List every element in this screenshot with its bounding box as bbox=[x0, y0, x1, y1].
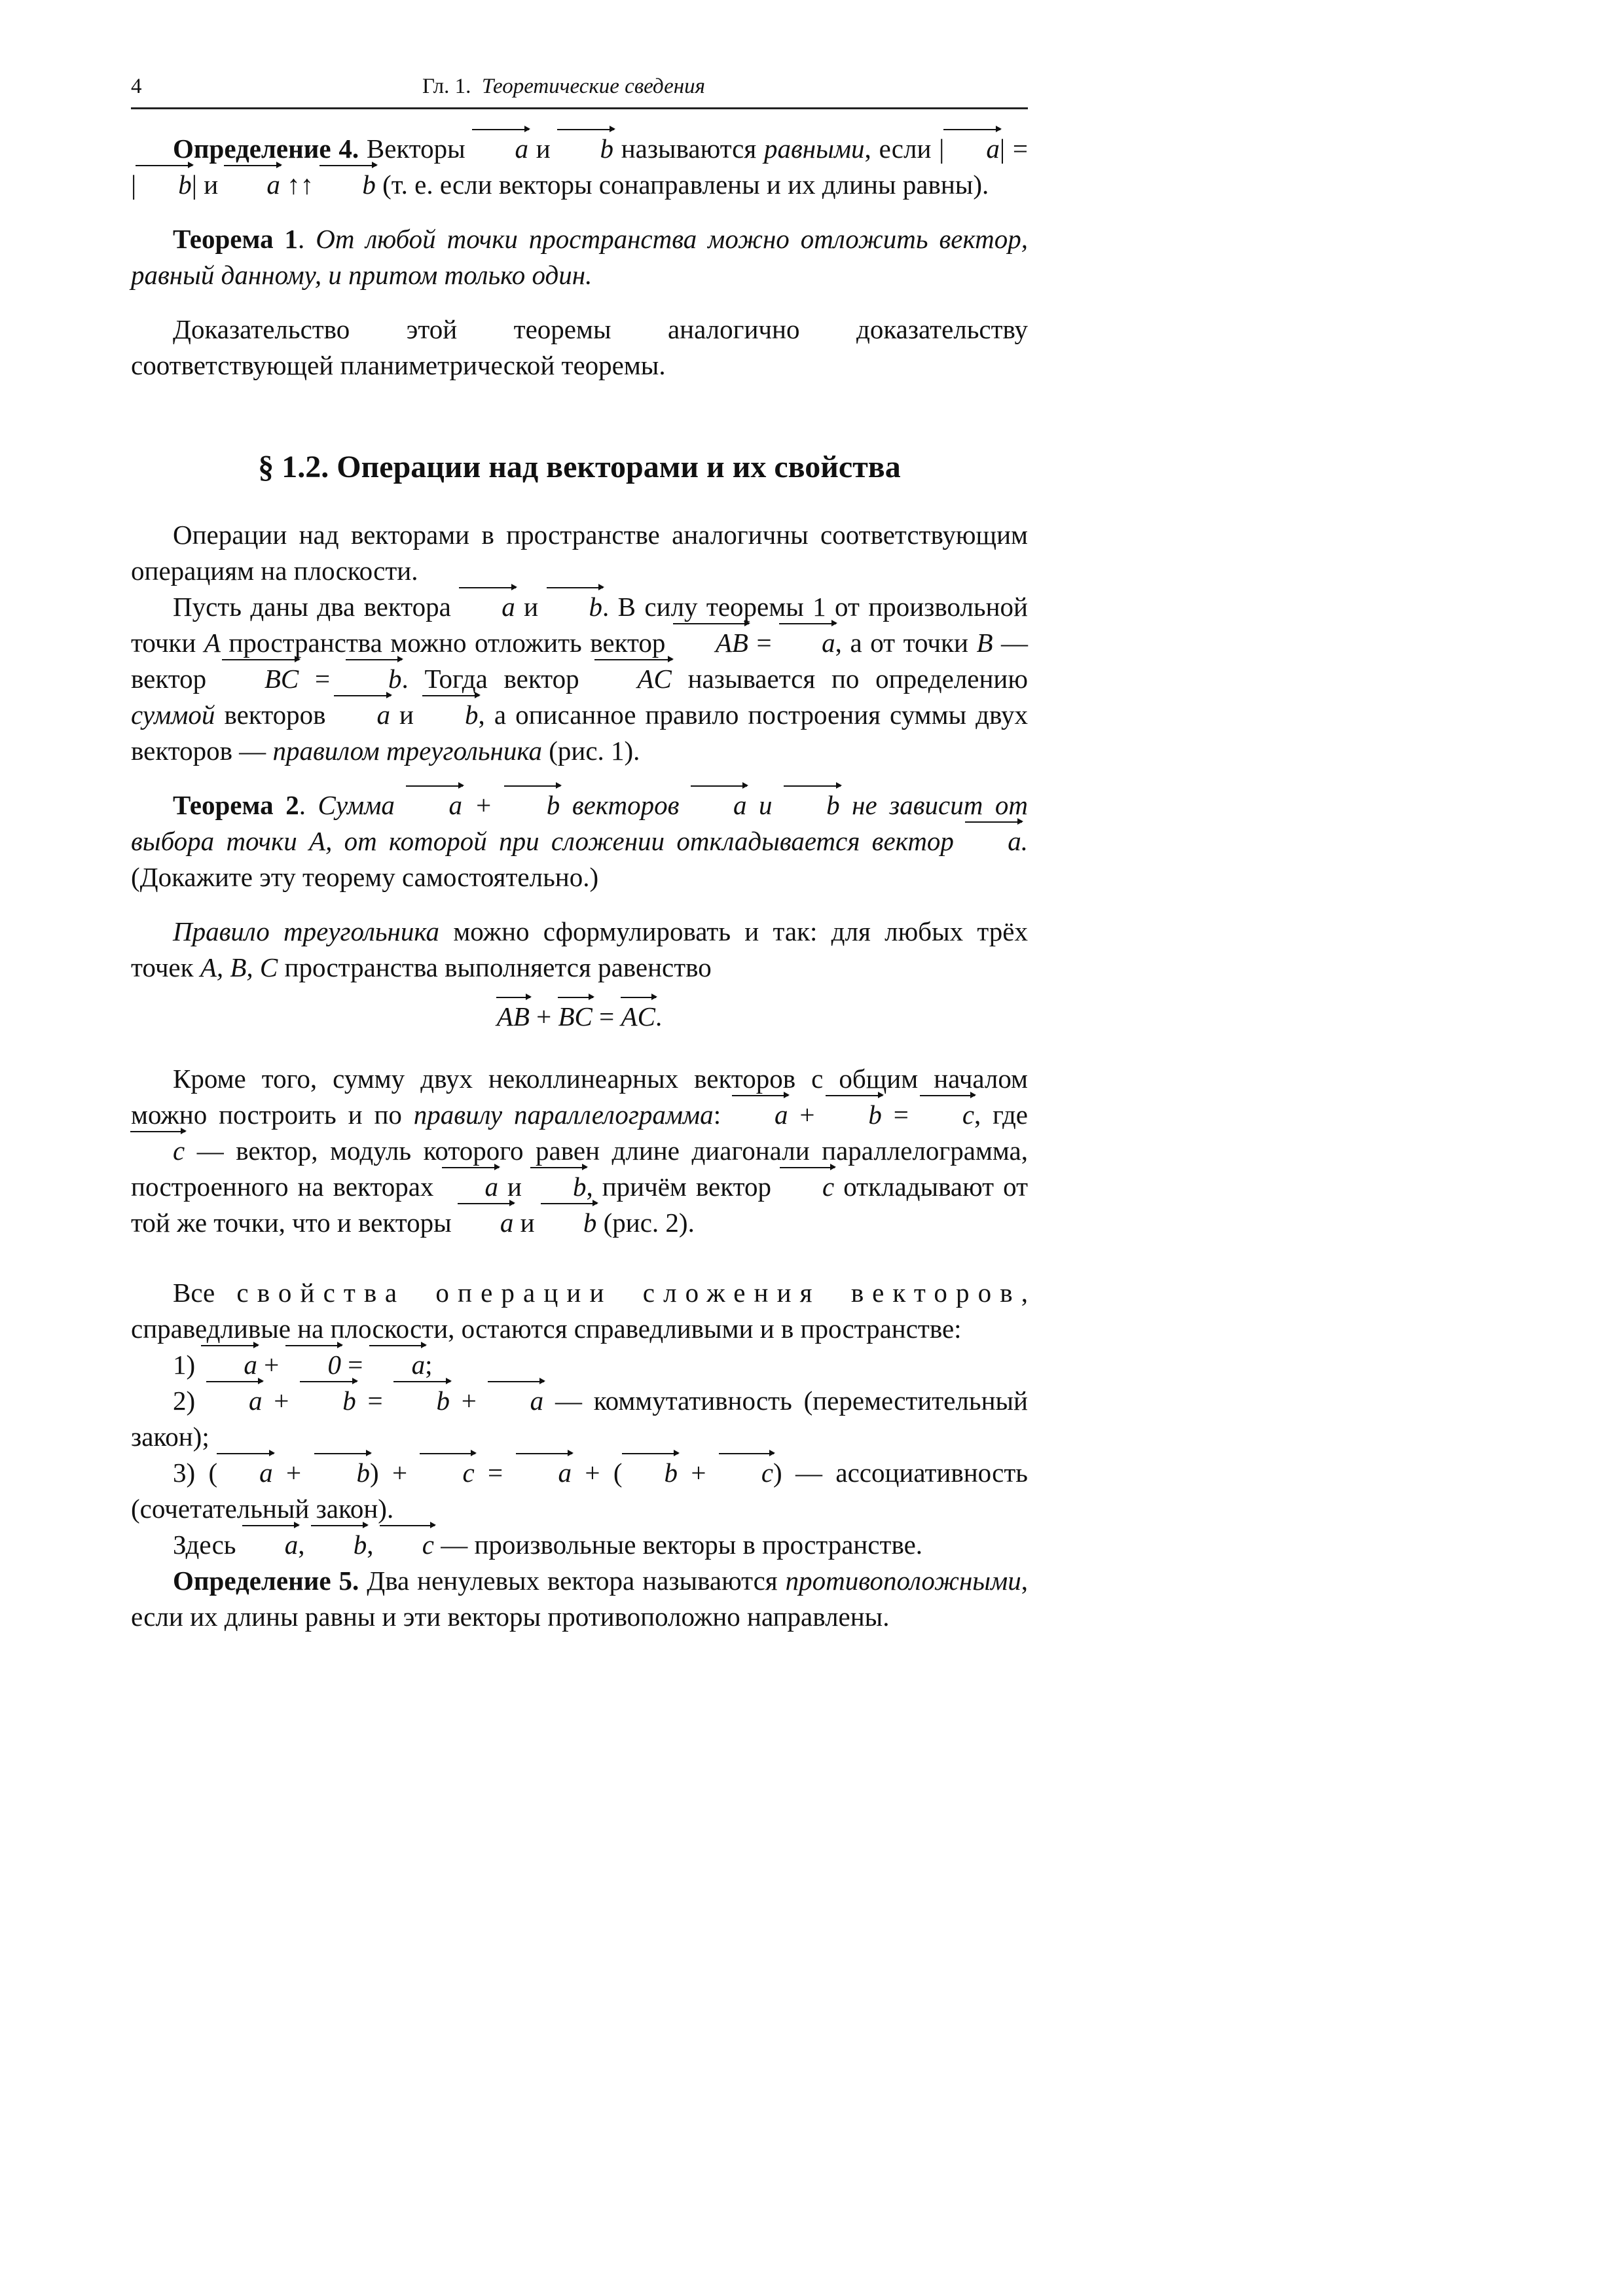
vector-a: a bbox=[335, 698, 390, 728]
chapter-label: Гл. 1. bbox=[422, 75, 471, 98]
vector-a: a bbox=[407, 788, 462, 819]
vector-b: b bbox=[394, 1384, 450, 1414]
text: пространства выполняется равенство bbox=[278, 952, 712, 982]
text: + ( bbox=[572, 1458, 623, 1488]
vector-a: a bbox=[370, 1348, 426, 1378]
vector-a: a bbox=[473, 132, 528, 162]
paragraph-triangle-rule bbox=[131, 589, 1028, 769]
theorem-1 bbox=[131, 221, 1028, 293]
vector-a: a bbox=[458, 1206, 514, 1236]
text: = bbox=[881, 1100, 921, 1130]
term-opposite: противоположными bbox=[785, 1566, 1021, 1596]
vector-ac: AC bbox=[621, 999, 655, 1030]
text: не зависит от выбора точки bbox=[131, 790, 1029, 856]
text: ) bbox=[773, 1458, 782, 1488]
vector-a: a bbox=[517, 1456, 572, 1486]
text: и bbox=[746, 790, 785, 820]
vector-a: a bbox=[207, 1384, 263, 1414]
text: можно сформулировать и так: для любых трёх точек bbox=[131, 916, 1028, 982]
property-1 bbox=[131, 1347, 1028, 1383]
vector-b: b bbox=[320, 168, 376, 198]
text: = bbox=[592, 1001, 621, 1031]
vector-bc: BC bbox=[558, 999, 593, 1030]
text: . bbox=[1021, 826, 1028, 856]
text: = bbox=[341, 1350, 370, 1380]
vector-a: a bbox=[733, 1098, 788, 1128]
theorem-statement: От любой точки пространства можно отложить вектор, равный данному, и притом только один. bbox=[131, 224, 1028, 290]
text: = bbox=[356, 1386, 395, 1416]
text: — коммутативность (переместительный закон); bbox=[131, 1386, 1028, 1452]
text: векторов bbox=[215, 700, 335, 730]
display-formula bbox=[131, 999, 1028, 1035]
proof-note: Доказательство этой теоремы аналогично доказательству соответствующей планиметрической теоремы. bbox=[131, 314, 1028, 380]
vector-b: b bbox=[505, 788, 560, 819]
text: , а от точки bbox=[835, 628, 977, 658]
vector-a: a bbox=[966, 824, 1021, 855]
term-equal: равными bbox=[763, 134, 865, 164]
text: , где bbox=[974, 1100, 1029, 1130]
text: , справедливые на плоскости, остаются справедливыми и в пространстве: bbox=[131, 1278, 1028, 1344]
text: , причём вектор bbox=[586, 1172, 780, 1202]
vector-c: c bbox=[420, 1456, 474, 1486]
vector-c: c bbox=[380, 1528, 434, 1558]
theorem-2 bbox=[131, 787, 1028, 895]
chapter-title: Теоретические сведения bbox=[481, 75, 705, 98]
text: называется по определению bbox=[671, 664, 1029, 694]
vector-a: a bbox=[944, 132, 1000, 162]
text: — произвольные векторы в пространстве. bbox=[433, 1530, 923, 1560]
text: . Тогда вектор bbox=[401, 664, 596, 694]
text: откладывают от той же точки, что и векторы bbox=[131, 1172, 1028, 1238]
page-number: 4 bbox=[131, 75, 142, 98]
text: Векторы bbox=[359, 134, 473, 164]
text: Все bbox=[173, 1278, 237, 1308]
text: = bbox=[299, 664, 346, 694]
text: Пусть даны два вектора bbox=[173, 592, 460, 622]
text: , если | bbox=[864, 134, 945, 164]
vector-b: b bbox=[531, 1170, 587, 1200]
paragraph-here bbox=[131, 1527, 1028, 1563]
vector-b: b bbox=[423, 698, 479, 728]
property-2 bbox=[131, 1383, 1028, 1455]
vector-b: b bbox=[547, 590, 603, 620]
vector-zero: 0 bbox=[286, 1348, 342, 1378]
text: = bbox=[474, 1458, 517, 1488]
text: . bbox=[298, 224, 316, 254]
vector-b: b bbox=[312, 1528, 367, 1558]
text: называются bbox=[613, 134, 764, 164]
vector-ab: AB bbox=[674, 626, 748, 656]
text: Два ненулевых вектора называются bbox=[359, 1566, 786, 1596]
text: — вектор bbox=[131, 628, 1029, 694]
text: , bbox=[298, 1530, 312, 1560]
text: 1) bbox=[173, 1350, 202, 1380]
vector-c: c bbox=[780, 1170, 834, 1200]
paragraph-parallelogram-rule bbox=[131, 1061, 1028, 1241]
vector-a: a bbox=[460, 590, 515, 620]
text: , если их длины равны и эти векторы противоположно направлены. bbox=[131, 1566, 1028, 1632]
text: + bbox=[257, 1350, 286, 1380]
text: + bbox=[529, 1001, 558, 1031]
property-3 bbox=[131, 1455, 1028, 1527]
paragraph-properties-intro bbox=[131, 1275, 1028, 1347]
vector-bc: BC bbox=[223, 662, 299, 692]
text: . bbox=[299, 790, 318, 820]
text: . В силу теоремы 1 от произвольной точки bbox=[131, 592, 1028, 658]
text: Сумма bbox=[318, 790, 407, 820]
text: Кроме того, сумму двух неколлинеарных векторов с общим началом можно построить и по bbox=[131, 1064, 1028, 1130]
point-a: A bbox=[204, 628, 221, 658]
text: (т. е. если векторы сонаправлены и их длины равны). bbox=[375, 170, 989, 200]
text: , bbox=[367, 1530, 380, 1560]
text: 2) bbox=[173, 1386, 207, 1416]
theorem-label: Теорема 2 bbox=[173, 790, 299, 820]
text: : bbox=[713, 1100, 733, 1130]
text: + bbox=[462, 790, 505, 820]
vector-a: a bbox=[443, 1170, 498, 1200]
text: Здесь bbox=[173, 1530, 243, 1560]
text: + bbox=[678, 1458, 720, 1488]
text: 3) ( bbox=[173, 1458, 218, 1488]
vector-a: a bbox=[243, 1528, 299, 1558]
page-body bbox=[131, 131, 1028, 1635]
term-sum: суммой bbox=[131, 700, 215, 730]
paragraph-intro: Операции над векторами в пространстве аналогичны соответствующим операциям на плоскости. bbox=[131, 520, 1028, 586]
vector-b: b bbox=[558, 132, 613, 162]
text: + bbox=[272, 1458, 315, 1488]
text: (рис. 1). bbox=[541, 736, 640, 766]
vector-a: a bbox=[225, 168, 280, 198]
text: + bbox=[449, 1386, 488, 1416]
text: и bbox=[513, 1208, 541, 1238]
exercise-note: (Докажите эту теорему самостоятельно.) bbox=[131, 862, 599, 892]
text: | bbox=[191, 170, 197, 200]
text: пространства можно отложить вектор bbox=[220, 628, 674, 658]
paragraph-triangle-formulation bbox=[131, 914, 1028, 986]
vector-b: b bbox=[623, 1456, 678, 1486]
vector-a: a bbox=[780, 626, 835, 656]
text: | = | bbox=[131, 134, 1028, 200]
text: (рис. 2). bbox=[596, 1208, 695, 1238]
term-properties: свойства операции сложения векторов bbox=[236, 1278, 1021, 1308]
text: = bbox=[748, 628, 780, 658]
point-a: A bbox=[309, 826, 326, 856]
term-triangle-rule: Правило треугольника bbox=[173, 916, 440, 946]
vector-b: b bbox=[541, 1206, 597, 1236]
running-title bbox=[422, 75, 705, 99]
definition-label: Определение 4. bbox=[173, 134, 359, 164]
vector-a: a bbox=[488, 1384, 544, 1414]
definition-5 bbox=[131, 1563, 1028, 1635]
points-abc: A, B, C bbox=[200, 952, 278, 982]
text: векторов bbox=[560, 790, 691, 820]
term-parallelogram-rule: правилу параллелограмма bbox=[413, 1100, 714, 1130]
vector-c: c bbox=[131, 1134, 185, 1164]
running-header bbox=[131, 73, 1028, 109]
text: и bbox=[390, 700, 424, 730]
section-heading: § 1.2. Операции над векторами и их свойства bbox=[258, 450, 901, 484]
definition-label: Определение 5. bbox=[173, 1566, 359, 1596]
text: — вектор, модуль которого равен длине диагонали параллелограмма, построенного на векторах bbox=[131, 1136, 1028, 1202]
vector-ab: AB bbox=[497, 999, 530, 1030]
text: , а описанное правило построения суммы двух векторов — bbox=[131, 700, 1028, 766]
text: и bbox=[204, 170, 225, 200]
vector-ac: AC bbox=[595, 662, 671, 692]
vector-a: a bbox=[691, 788, 747, 819]
definition-4 bbox=[131, 131, 1028, 203]
text: . bbox=[655, 1001, 663, 1031]
vector-c: c bbox=[921, 1098, 974, 1128]
text: ↑↑ bbox=[280, 170, 321, 200]
text: + bbox=[262, 1386, 301, 1416]
text: — ассоциативность (сочетательный закон). bbox=[131, 1458, 1028, 1524]
vector-b: b bbox=[315, 1456, 371, 1486]
point-b: B bbox=[976, 628, 993, 658]
vector-b: b bbox=[784, 788, 840, 819]
vector-a: a bbox=[202, 1348, 257, 1378]
vector-b: b bbox=[826, 1098, 882, 1128]
text: и bbox=[515, 592, 547, 622]
text: + bbox=[788, 1100, 827, 1130]
vector-b: b bbox=[301, 1384, 356, 1414]
text: , от которой при сложении откладывается вектор bbox=[325, 826, 966, 856]
theorem-label: Теорема 1 bbox=[173, 224, 299, 254]
text: ; bbox=[425, 1350, 433, 1380]
vector-b: b bbox=[346, 662, 402, 692]
text: ) bbox=[370, 1458, 379, 1488]
vector-b: b bbox=[136, 168, 192, 198]
vector-a: a bbox=[217, 1456, 273, 1486]
text: и bbox=[528, 134, 558, 164]
vector-c: c bbox=[720, 1456, 773, 1486]
text: + bbox=[378, 1458, 421, 1488]
text: и bbox=[498, 1172, 531, 1202]
term-triangle-rule: правилом треугольника bbox=[272, 736, 542, 766]
